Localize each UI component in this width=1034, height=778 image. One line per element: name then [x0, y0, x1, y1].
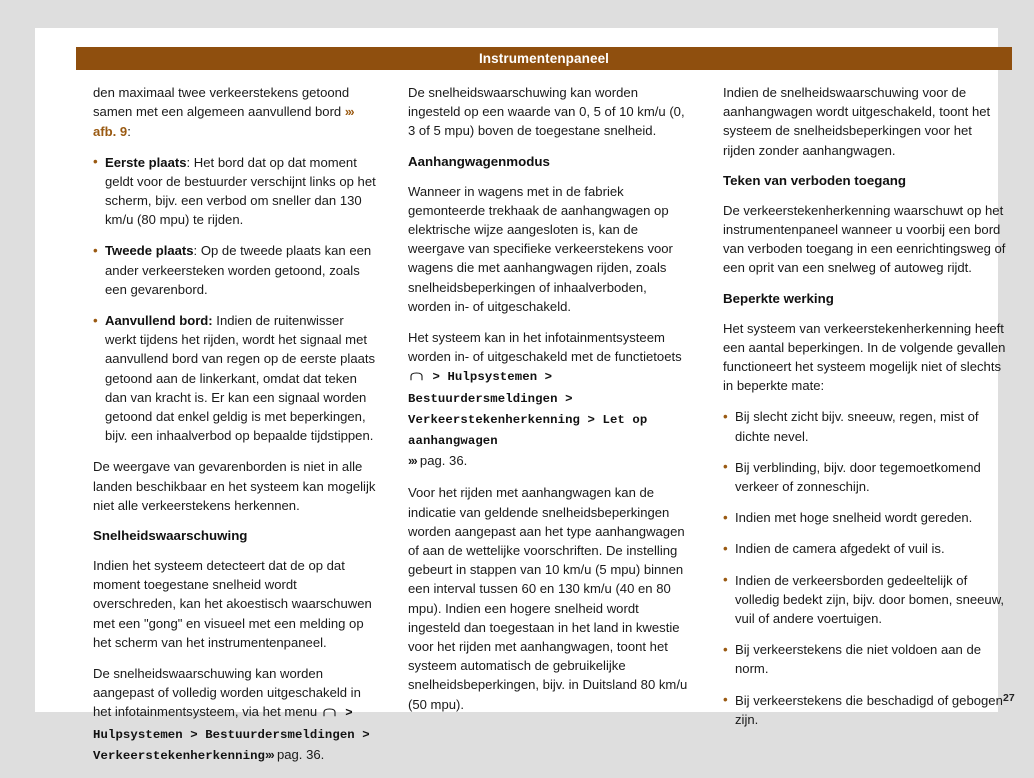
section-heading-teken-van-verboden-toegang: Teken van verboden toegang [723, 172, 906, 188]
three-column-body [93, 83, 1013, 778]
bullet-lead: Eerste plaats [105, 154, 187, 170]
bullet-text: : Op de tweede plaats kan een ander verkeersteken worden getoond, zoals een gevarenbord. [105, 243, 372, 297]
paragraph-c1-p1 [93, 83, 377, 142]
page-number: 27 [1003, 692, 1015, 704]
paragraph-c3-p3: Het systeem van verkeerstekenherkenning heeft een aantal beperkingen. In de volgende gevallen functioneert het systeem mogelijk niet of slechts in beperkte mate: [723, 320, 1006, 394]
reference-arrows-icon: ››› [408, 454, 417, 469]
bullet-item: • Indien met hoge snelheid wordt gereden. [723, 508, 1007, 527]
section-heading-snelheidswaarschuwing: Snelheidswaarschuwing [93, 528, 248, 544]
page-header-title: Instrumentenpaneel [478, 51, 610, 66]
paragraph-c3-p2: De verkeerstekenherkenning waarschuwt op het instrumentenpaneel wanneer u voorbij een bord van verboden toegang in een eenrichtingsweg of een oprit van een snelweg of autoweg rijdt. [723, 202, 1006, 276]
bullet-item: • Indien de verkeersborden gedeeltelijk of volledig bedekt zijn, bijv. door bomen, sneeuw, vuil of andere voertuigen. [723, 571, 1007, 629]
manual-page [35, 28, 1006, 763]
paragraph-c2-p2: Wanneer in wagens met in de fabriek gemonteerde trekhaak de aanhangwagen op elektrische wijze aangesloten is, kan de weergave van specifieke verkeerstekens voor wagens die met aanhangwagen rijden, zoals snelheidsbeperkingen of inhaalverboden, worden in- of uitgeschakeld. [408, 183, 673, 314]
column-1 [93, 83, 377, 778]
paragraph-c1-p3: Indien het systeem detecteert dat de op dat moment toegestane snelheid wordt overschreden, kan het akoestisch waarschuwen met een "gong" en visueel met een melding op het scherm van het instrumentenpaneel. [93, 558, 372, 650]
paragraph-text-after: : [127, 124, 131, 140]
paragraph-c1-p2: De weergave van gevarenborden is niet in alle landen beschikbaar en het systeem kan mogelijk niet alle verkeerstekens herkennen. [93, 459, 376, 513]
page-reference: pag. 36. [273, 746, 325, 762]
menu-function-key-icon [323, 708, 336, 717]
section-heading-aanhangwagenmodus: Aanhangwagenmodus [408, 153, 550, 169]
bullet-text: Indien de ruitenwisser werkt tijdens het rijden, wordt het signaal met aanvullend bord van regen op de eerste plaats getoond aan de linkerkant, omdat dat teken dan van kracht is. Er kan een signaal worden getoond dat enkel geldig is met beperkingen, bijv. een inhaalverbod op bepaalde tijdstippen. [105, 313, 376, 444]
page-reference: pag. 36. [416, 453, 468, 469]
bullet-item: • Bij slecht zicht bijv. sneeuw, regen, mist of dichte nevel. [723, 407, 1007, 445]
paragraph-text: den maximaal twee verkeerstekens getoond samen met een algemeen aanvullend bord [93, 85, 350, 120]
section-heading-beperkte-werking: Beperkte werking [723, 290, 834, 306]
page-header-bar [76, 47, 1012, 70]
bullet-item [93, 153, 377, 230]
paragraph-c2-p3 [408, 328, 692, 471]
menu-path: Hulpsystemen > Bestuurdersmeldingen > Verkeerstekenherkenning [93, 727, 370, 763]
paragraph-text: Het systeem kan in het infotainmentsysteem worden in- of uitgeschakeld met de functietoets [408, 330, 682, 365]
paragraph-c1-p4 [93, 664, 377, 766]
bullet-item [93, 241, 377, 299]
figure-reference: afb. 9 [93, 124, 128, 140]
paragraph-c2-p4: Voor het rijden met aanhangwagen kan de indicatie van geldende snelheidsbeperkingen worden aangepast aan het type aanhangwagen of aan de wettelijke voorschriften. De instelling gebeurt in stappen van 10 km/u (5 mpu) binnen een interval tussen 60 en 130 km/u (40 en 80 mpu). Indien een hogere snelheid wordt ingesteld dan toegestaan in het land in kwestie voor het rijden met aanhangwagen, toont het systeem automatisch de gebruikelijke snelheidsbeperkingen, bijv. in Duitsland 80 km/u (50 mpu). [408, 485, 688, 712]
column-2 [408, 83, 692, 778]
menu-function-key-icon [410, 372, 423, 381]
paragraph-c3-p1: Indien de snelheidswaarschuwing voor de aanhangwagen wordt uitgeschakeld, toont het systeem de snelheidsbeperkingen voor het rijden zonder aanhangwagen. [723, 85, 991, 158]
paragraph-text: De snelheidswaarschuwing kan worden aangepast of volledig worden uitgeschakeld in het infotainmentsysteem, via het menu [93, 666, 361, 720]
bullet-item: • Bij verkeerstekens die niet voldoen aan de norm. [723, 640, 1007, 678]
bullet-text: : Het bord dat op dat moment geldt voor de bestuurder verschijnt links op het scherm, bijv. een verbod om sneller dan 130 km/u (80 mpu) te rijden. [105, 154, 376, 228]
column-3 [723, 83, 1007, 778]
bullet-item: • Bij verkeerstekens die beschadigd of gebogen zijn. [723, 691, 1007, 729]
bullet-item: • Bij verblinding, bijv. door tegemoetkomend verkeer of zonneschijn. [723, 458, 1007, 496]
paragraph-c2-p1: De snelheidswaarschuwing kan worden ingesteld op een waarde van 0, 5 of 10 km/u (0, 3 of 5 mpu) boven de toegestane snelheid. [408, 85, 685, 139]
bullet-item [93, 311, 377, 445]
reference-arrows-icon: ››› [344, 105, 354, 120]
bullet-item: • Indien de camera afgedekt of vuil is. [723, 539, 1007, 558]
bullet-lead: Tweede plaats [105, 243, 194, 259]
bullet-lead: Aanvullend bord: [105, 313, 213, 329]
reference-arrows-icon: ››› [265, 747, 274, 762]
menu-path: Hulpsystemen > Bestuurdersmeldingen > Verkeerstekenherkenning > Let op aanhangwagen [408, 370, 648, 449]
menu-separator: > [425, 370, 448, 385]
menu-separator: > [337, 706, 353, 721]
